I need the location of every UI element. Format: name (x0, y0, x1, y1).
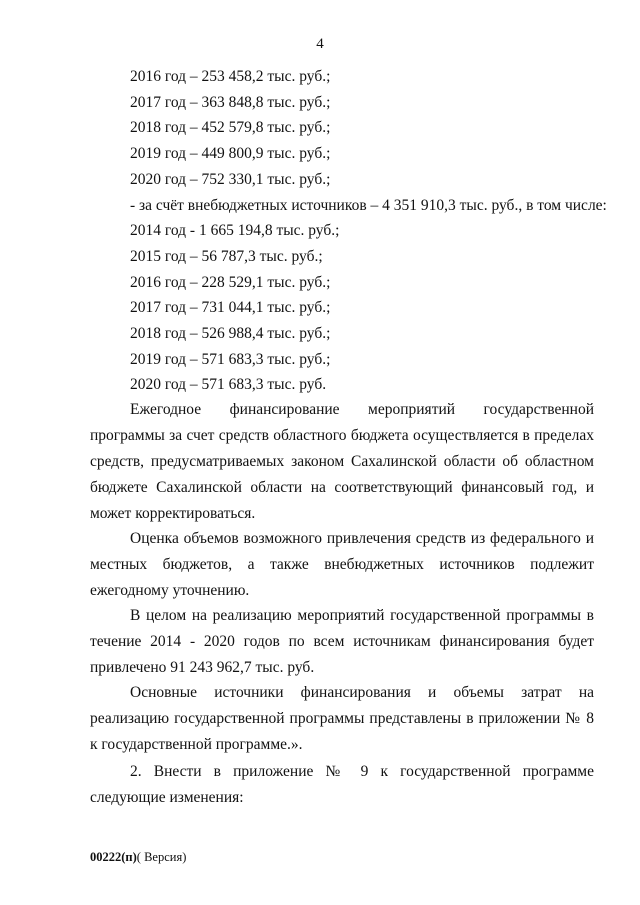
funding-line: 2020 год – 752 330,1 тыс. руб.; (130, 170, 331, 188)
paragraph-sources: Основные источники финансирования и объемы затрат на реализацию государственной программы представлены в приложении № 8 к государственной программе.». (90, 684, 594, 753)
funding-line: 2018 год – 452 579,8 тыс. руб.; (130, 119, 331, 137)
funding-line: 2019 год – 449 800,9 тыс. руб.; (130, 145, 331, 163)
footer-doc-code: 00222(п) (90, 850, 137, 864)
footer-code (90, 850, 186, 865)
funding-line: 2016 год – 253 458,2 тыс. руб.; (130, 68, 331, 85)
funding-line: 2015 год – 56 787,3 тыс. руб.; (130, 247, 323, 265)
page-number: 4 (316, 36, 324, 52)
funding-lines (130, 64, 607, 398)
funding-line: 2016 год – 228 529,1 тыс. руб.; (130, 273, 331, 291)
paragraph-total: В целом на реализацию мероприятий государственной программы в течение 2014 - 2020 годов по всем источникам финансирования будет привлечено 91 243 962,7 тыс. руб. (90, 607, 594, 676)
funding-line: 2017 год – 363 848,8 тыс. руб.; (130, 93, 331, 111)
funding-line: 2019 год – 571 683,3 тыс. руб.; (130, 350, 331, 368)
funding-line: 2017 год – 731 044,1 тыс. руб.; (130, 299, 331, 317)
footer-version: ( Версия) (136, 850, 187, 864)
funding-line: 2020 год – 571 683,3 тыс. руб. (130, 376, 327, 394)
paragraph-amendment: 2. Внести в приложение № 9 к государственной программе следующие изменения: (90, 763, 594, 806)
paragraph-annual-financing: Ежегодное финансирование мероприятий государственной программы за счет средств областного бюджета осуществляется в пределах средств, предусматриваемых законом Сахалинской области об областном бюджете Сахалинской области на соответствующий финансовый год, и может корректироваться. (90, 401, 594, 522)
funding-line: - за счёт внебюджетных источников – 4 351 910,3 тыс. руб., в том числе: (130, 196, 607, 214)
paragraph-estimate: Оценка объемов возможного привлечения средств из федерального и местных бюджетов, а также внебюджетных источников подлежит ежегодному уточнению. (90, 530, 594, 599)
funding-line: 2014 год - 1 665 194,8 тыс. руб.; (130, 222, 340, 240)
funding-line: 2018 год – 526 988,4 тыс. руб.; (130, 325, 331, 343)
